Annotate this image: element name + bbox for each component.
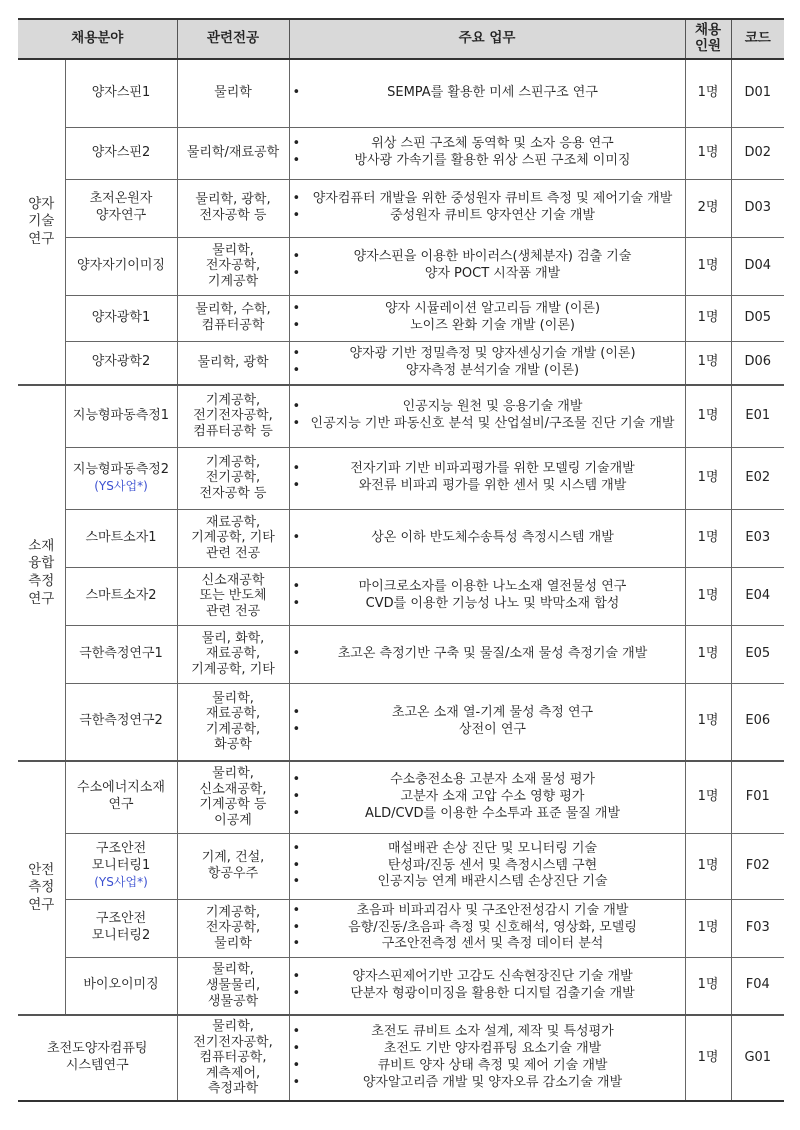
- duty-cell: [289, 127, 685, 179]
- duty-item: • 방사광 가속기를 활용한 위상 스핀 구조체 이미징: [293, 153, 682, 170]
- code-cell: E05: [731, 625, 784, 683]
- duty-list: [293, 579, 682, 613]
- code-cell: E04: [731, 567, 784, 625]
- field-label: 수소에너지소재 연구: [77, 780, 165, 813]
- duty-list: [293, 461, 682, 495]
- field-cell: [65, 179, 177, 237]
- table-row: [18, 295, 784, 341]
- duty-cell: [289, 761, 685, 833]
- field-cell: [65, 567, 177, 625]
- headcount-cell: 1명: [685, 833, 731, 899]
- duty-cell: [289, 957, 685, 1015]
- duty-item: • 구조안전측정 센서 및 측정 데이터 분석: [293, 936, 682, 953]
- table-row: [18, 833, 784, 899]
- code-cell: D04: [731, 237, 784, 295]
- group-label: 양자 기술 연구: [18, 59, 65, 385]
- duty-cell: [289, 1015, 685, 1101]
- field-label: 초저온원자 양자연구: [89, 191, 153, 223]
- duty-list: [293, 249, 682, 283]
- duty-list: [293, 969, 682, 1003]
- field-cell: [65, 833, 177, 899]
- duty-item: • 초고온 측정기반 구축 및 물질/소재 물성 측정기술 개발: [293, 646, 682, 663]
- field-label: 양자자기이미징: [77, 257, 165, 273]
- code-cell: G01: [731, 1015, 784, 1101]
- group-label: 안전 측정 연구: [18, 761, 65, 1015]
- duty-item: • 초전도 기반 양자컴퓨팅 요소기술 개발: [293, 1041, 682, 1058]
- field-cell: [18, 1015, 177, 1101]
- headcount-cell: 1명: [685, 625, 731, 683]
- table-row: [18, 447, 784, 509]
- field-cell: [65, 237, 177, 295]
- duty-cell: [289, 385, 685, 447]
- duty-cell: [289, 179, 685, 237]
- major-cell: 기계, 건설, 항공우주: [177, 833, 289, 899]
- duty-list: [293, 191, 682, 225]
- field-cell: [65, 59, 177, 127]
- headcount-cell: 1명: [685, 127, 731, 179]
- duty-item: • 양자스핀제어기반 고감도 신속현장진단 기술 개발: [293, 969, 682, 986]
- field-label: 극한측정연구2: [79, 713, 163, 729]
- duty-cell: [289, 833, 685, 899]
- major-cell: 기계공학, 전기전자공학, 컴퓨터공학 등: [177, 385, 289, 447]
- code-cell: E01: [731, 385, 784, 447]
- table-row: [18, 899, 784, 957]
- headcount-cell: 1명: [685, 295, 731, 341]
- headcount-cell: 1명: [685, 385, 731, 447]
- duty-item: • 고분자 소재 고압 수소 영향 평가: [293, 789, 682, 806]
- header-count: 채용 인원: [685, 19, 731, 59]
- duty-item: • 음향/진동/초음파 측정 및 신호해석, 영상화, 모델링: [293, 920, 682, 937]
- table-row: [18, 957, 784, 1015]
- duty-cell: [289, 295, 685, 341]
- code-cell: E02: [731, 447, 784, 509]
- duty-item: • 초전도 큐비트 소자 설계, 제작 및 특성평가: [293, 1024, 682, 1041]
- field-label: 지능형파동측정1: [72, 407, 170, 423]
- field-cell: [65, 899, 177, 957]
- duty-item: • 인공지능 기반 파동신호 분석 및 산업설비/구조물 진단 기술 개발: [293, 416, 682, 433]
- duty-item: • 양자측정 분석기술 개발 (이론): [293, 363, 682, 380]
- field-label: 구조안전 모니터링1: [91, 841, 151, 874]
- headcount-cell: 1명: [685, 1015, 731, 1101]
- headcount-cell: 1명: [685, 341, 731, 385]
- duty-cell: [289, 625, 685, 683]
- major-cell: 물리, 화학, 재료공학, 기계공학, 기타: [177, 625, 289, 683]
- table-row: [18, 341, 784, 385]
- duty-item: • 양자 POCT 시작품 개발: [293, 266, 682, 283]
- major-cell: 물리학, 신소재공학, 기계공학 등 이공계: [177, 761, 289, 833]
- major-cell: 물리학, 광학: [177, 341, 289, 385]
- major-cell: 기계공학, 전기공학, 전자공학 등: [177, 447, 289, 509]
- duty-cell: [289, 237, 685, 295]
- major-cell: 신소재공학 또는 반도체 관련 전공: [177, 567, 289, 625]
- duty-list: [293, 85, 682, 102]
- field-label: 초전도양자컴퓨팅 시스템연구: [47, 1041, 148, 1073]
- duty-item: • 전자기파 기반 비파괴평가를 위한 모델링 기술개발: [293, 461, 682, 478]
- duty-item: • 수소충전소용 고분자 소재 물성 평가: [293, 772, 682, 789]
- duty-item: • 인공지능 연계 배관시스템 손상진단 기술: [293, 874, 682, 891]
- duty-item: • 인공지능 원천 및 응용기술 개발: [293, 399, 682, 416]
- major-cell: 물리학, 광학, 전자공학 등: [177, 179, 289, 237]
- duty-cell: [289, 683, 685, 761]
- header-row: [18, 19, 784, 59]
- duty-list: [293, 903, 682, 954]
- duty-list: [293, 841, 682, 892]
- duty-item: • 상온 이하 반도체수송특성 측정시스템 개발: [293, 530, 682, 547]
- field-label: 양자광학1: [91, 309, 151, 325]
- table-row: [18, 625, 784, 683]
- major-cell: 물리학/재료공학: [177, 127, 289, 179]
- duty-item: • 양자광 기반 정밀측정 및 양자센싱기술 개발 (이론): [293, 346, 682, 363]
- headcount-cell: 1명: [685, 683, 731, 761]
- duty-list: [293, 399, 682, 433]
- ys-project-note: (YS사업*): [94, 875, 148, 890]
- field-label: 스마트소자2: [85, 587, 157, 603]
- duty-item: • 단분자 형광이미징을 활용한 디지털 검출기술 개발: [293, 986, 682, 1003]
- field-cell: [65, 385, 177, 447]
- duty-item: • 매설배관 손상 진단 및 모니터링 기술: [293, 841, 682, 858]
- recruitment-table: [18, 18, 784, 1102]
- duty-cell: [289, 899, 685, 957]
- code-cell: D05: [731, 295, 784, 341]
- headcount-cell: 1명: [685, 509, 731, 567]
- field-cell: [65, 509, 177, 567]
- code-cell: D03: [731, 179, 784, 237]
- duty-cell: [289, 509, 685, 567]
- duty-item: • 양자 시뮬레이션 알고리듬 개발 (이론): [293, 301, 682, 318]
- duty-list: [293, 646, 682, 663]
- headcount-cell: 1명: [685, 237, 731, 295]
- field-cell: [65, 683, 177, 761]
- duty-item: • 초음파 비파괴검사 및 구조안전성감시 기술 개발: [293, 903, 682, 920]
- duty-item: • 양자컴퓨터 개발을 위한 중성원자 큐비트 측정 및 제어기술 개발: [293, 191, 682, 208]
- major-cell: 물리학, 전자공학, 기계공학: [177, 237, 289, 295]
- table-row: [18, 683, 784, 761]
- field-label: 지능형파동측정2: [72, 461, 170, 477]
- duty-list: [293, 346, 682, 380]
- table-row: [18, 385, 784, 447]
- field-label: 스마트소자1: [85, 529, 157, 545]
- field-label: 극한측정연구1: [79, 645, 163, 661]
- major-cell: 물리학, 전기전자공학, 컴퓨터공학, 계측제어, 측정과학: [177, 1015, 289, 1101]
- table-row: [18, 59, 784, 127]
- header-field: 채용분야: [18, 19, 177, 59]
- headcount-cell: 1명: [685, 761, 731, 833]
- code-cell: D02: [731, 127, 784, 179]
- duty-item: • 위상 스핀 구조체 동역학 및 소자 응용 연구: [293, 136, 682, 153]
- headcount-cell: 1명: [685, 567, 731, 625]
- duty-list: [293, 1024, 682, 1092]
- duty-item: • 양자알고리즘 개발 및 양자오류 감소기술 개발: [293, 1075, 682, 1092]
- field-cell: [65, 341, 177, 385]
- headcount-cell: 1명: [685, 59, 731, 127]
- code-cell: F03: [731, 899, 784, 957]
- duty-list: [293, 705, 682, 739]
- table-row: [18, 509, 784, 567]
- duty-list: [293, 136, 682, 170]
- field-label: 양자광학2: [91, 354, 151, 370]
- field-cell: [65, 447, 177, 509]
- field-label: 양자스핀2: [91, 144, 151, 160]
- table-body: [18, 59, 784, 1101]
- table-row: [18, 1015, 784, 1101]
- code-cell: F02: [731, 833, 784, 899]
- duty-item: • 마이크로소자를 이용한 나노소재 열전물성 연구: [293, 579, 682, 596]
- field-label: 바이오이미징: [83, 977, 159, 993]
- group-label: 소재 융합 측정 연구: [18, 385, 65, 761]
- field-cell: [65, 295, 177, 341]
- code-cell: D01: [731, 59, 784, 127]
- headcount-cell: 1명: [685, 899, 731, 957]
- major-cell: 기계공학, 전자공학, 물리학: [177, 899, 289, 957]
- duty-item: • CVD를 이용한 기능성 나노 및 박막소재 합성: [293, 596, 682, 613]
- duty-cell: [289, 447, 685, 509]
- duty-cell: [289, 59, 685, 127]
- field-cell: [65, 127, 177, 179]
- duty-cell: [289, 567, 685, 625]
- duty-item: • ALD/CVD를 이용한 수소투과 표준 물질 개발: [293, 806, 682, 823]
- field-cell: [65, 957, 177, 1015]
- header-major: 관련전공: [177, 19, 289, 59]
- duty-item: • 상전이 연구: [293, 722, 682, 739]
- duty-item: • 탄성파/진동 센서 및 측정시스템 구현: [293, 858, 682, 875]
- field-cell: [65, 761, 177, 833]
- code-cell: D06: [731, 341, 784, 385]
- duty-item: • 와전류 비파괴 평가를 위한 센서 및 시스템 개발: [293, 478, 682, 495]
- major-cell: 물리학, 재료공학, 기계공학, 화공학: [177, 683, 289, 761]
- duty-item: • SEMPA를 활용한 미세 스핀구조 연구: [293, 85, 682, 102]
- headcount-cell: 2명: [685, 179, 731, 237]
- duty-cell: [289, 341, 685, 385]
- field-label: 양자스핀1: [91, 84, 151, 100]
- major-cell: 물리학, 생물물리, 생물공학: [177, 957, 289, 1015]
- duty-item: • 양자스핀을 이용한 바이러스(생체분자) 검출 기술: [293, 249, 682, 266]
- duty-item: • 노이즈 완화 기술 개발 (이론): [293, 318, 682, 335]
- header-code: 코드: [731, 19, 784, 59]
- duty-item: • 초고온 소재 열-기계 물성 측정 연구: [293, 705, 682, 722]
- duty-list: [293, 772, 682, 823]
- headcount-cell: 1명: [685, 447, 731, 509]
- table-row: [18, 127, 784, 179]
- duty-item: • 중성원자 큐비트 양자연산 기술 개발: [293, 208, 682, 225]
- major-cell: 물리학: [177, 59, 289, 127]
- duty-list: [293, 301, 682, 335]
- ys-project-note: (YS사업*): [94, 478, 148, 493]
- major-cell: 재료공학, 기계공학, 기타 관련 전공: [177, 509, 289, 567]
- code-cell: F04: [731, 957, 784, 1015]
- major-cell: 물리학, 수학, 컴퓨터공학: [177, 295, 289, 341]
- field-label: 구조안전 모니터링2: [91, 911, 151, 943]
- table-row: [18, 761, 784, 833]
- duty-list: [293, 530, 682, 547]
- code-cell: F01: [731, 761, 784, 833]
- headcount-cell: 1명: [685, 957, 731, 1015]
- header-duty: 주요 업무: [289, 19, 685, 59]
- code-cell: E06: [731, 683, 784, 761]
- duty-item: • 큐비트 양자 상태 측정 및 제어 기술 개발: [293, 1058, 682, 1075]
- table-row: [18, 567, 784, 625]
- table-row: [18, 237, 784, 295]
- code-cell: E03: [731, 509, 784, 567]
- field-cell: [65, 625, 177, 683]
- table-row: [18, 179, 784, 237]
